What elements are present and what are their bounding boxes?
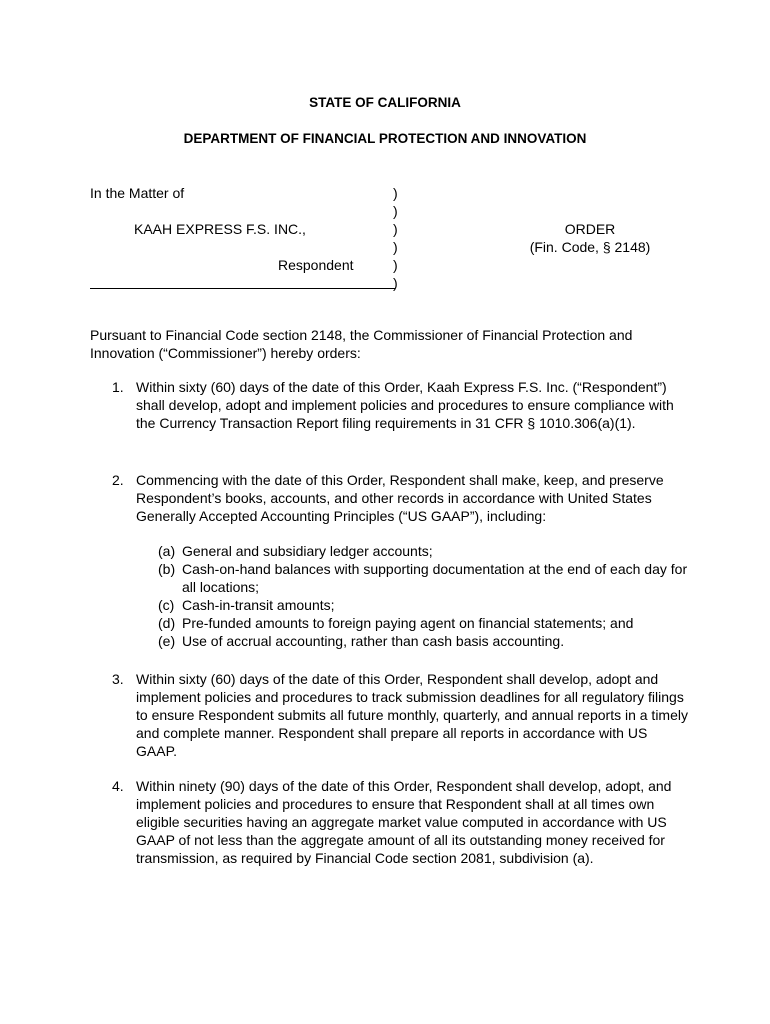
sub-item-c [158,596,688,614]
item-number: 1. [112,379,124,395]
caption-parentheses [393,184,403,292]
sub-item-label: (e) [158,633,176,649]
sub-item-text: Cash-in-transit amounts; [182,597,335,613]
order-item-1 [112,378,692,432]
sub-item-text: Use of accrual accounting, rather than cash basis accounting. [182,633,565,649]
intro-paragraph: Pursuant to Financial Code section 2148, the Commissioner of Financial Protection and Innovation (“Commissioner”) hereby orders: [90,327,633,361]
item-text: Within sixty (60) days of the date of this Order, Kaah Express F.S. Inc. (“Respondent”) shall develop, adopt and implement policies and procedures to ensure compliance with the Currency Transaction Report filing requirements in 31 CFR § 1010.306(a)(1). [136,379,674,431]
order-title: ORDER [564,221,616,237]
sub-item-label: (d) [158,615,176,631]
caption-paren: ) [393,203,398,219]
state-heading: STATE OF CALIFORNIA [309,95,461,110]
sub-item-text: General and subsidiary ledger accounts; [182,543,433,559]
in-the-matter-label: In the Matter of [90,185,185,201]
item-number: 3. [112,671,124,687]
sub-item-label: (b) [158,561,176,577]
respondent-name: KAAH EXPRESS F.S. INC., [134,221,306,237]
caption-paren: ) [393,185,398,201]
item-text: Commencing with the date of this Order, Respondent shall make, keep, and preserve Respondent’s books, accounts, and other records in accordance with United States Generally Accepted Accounting Principles (“US GAAP”), including: [136,472,664,524]
sub-item-a [158,542,688,560]
respondent-label: Respondent [278,257,354,273]
caption-paren: ) [393,221,398,237]
caption-divider [90,288,395,289]
sub-item-b [158,560,688,596]
caption-paren: ) [393,275,398,291]
sub-item-text: Pre-funded amounts to foreign paying agent on financial statements; and [182,615,634,631]
item-text: Within sixty (60) days of the date of this Order, Respondent shall develop, adopt and implement policies and procedures to track submission deadlines for all regulatory filings to ensure Respondent submits all future monthly, quarterly, and annual reports in a timely and complete manner. Respondent shall prepare all reports in accordance with US GAAP. [136,671,688,759]
caption-paren: ) [393,239,398,255]
order-item-3 [112,670,692,760]
order-item-4 [112,777,692,867]
item-text: Within ninety (90) days of the date of this Order, Respondent shall develop, adopt, and implement policies and procedures to ensure that Respondent shall at all times own eligible securities having an aggregate market value computed in accordance with US GAAP of not less than the aggregate amount of all its outstanding money received for transmission, as required by Financial Code section 2081, subdivision (a). [136,778,672,866]
order-citation: (Fin. Code, § 2148) [529,239,651,255]
department-heading: DEPARTMENT OF FINANCIAL PROTECTION AND INNOVATION [183,131,587,146]
sub-item-label: (c) [158,597,175,613]
sub-item-label: (a) [158,543,176,559]
sub-item-text: Cash-on-hand balances with supporting documentation at the end of each day for all locations; [182,561,688,595]
sub-item-d [158,614,688,632]
item-number: 2. [112,472,124,488]
caption-paren: ) [393,257,398,273]
item-number: 4. [112,778,124,794]
order-item-2 [112,471,692,525]
sub-item-e [158,632,688,650]
